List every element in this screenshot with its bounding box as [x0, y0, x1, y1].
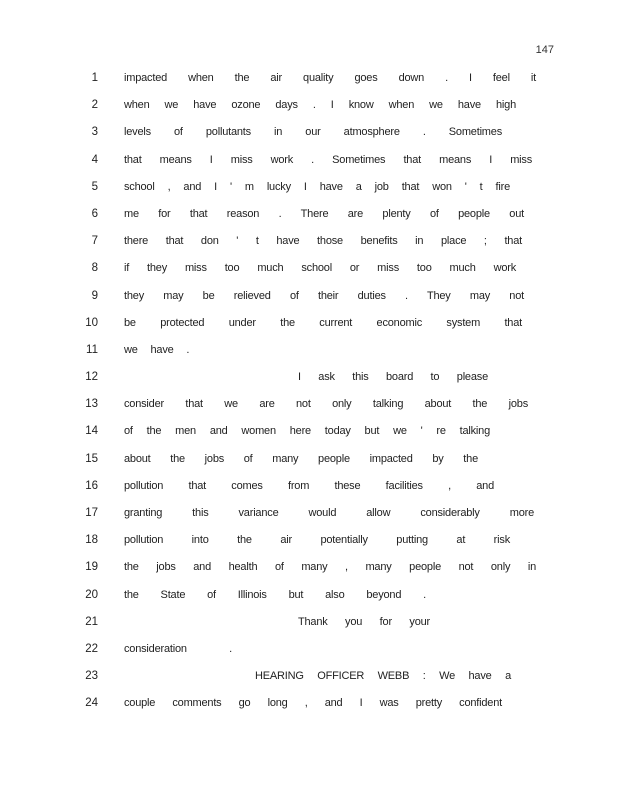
line-number: 18 [85, 534, 98, 547]
line-number: 19 [85, 561, 98, 574]
transcript-body [0, 70, 618, 723]
line-number: 6 [91, 207, 98, 220]
line-text: granting this variance would allow considerably more [124, 507, 534, 519]
line-text: the jobs and health of many , many people not only in [124, 561, 536, 574]
line-text: they may be relieved of their duties . They may not [124, 289, 524, 302]
line-number: 24 [85, 697, 98, 710]
transcript-line [0, 206, 618, 233]
line-number: 10 [85, 316, 98, 329]
line-number: 7 [91, 235, 98, 248]
line-text: Thank you for your [298, 615, 430, 628]
line-number: 21 [85, 615, 98, 628]
transcript-line [0, 668, 618, 695]
transcript-line [0, 396, 618, 423]
line-text: if they miss too much school or miss too much work [124, 262, 516, 275]
line-text: consideration . [124, 642, 232, 655]
transcript-line [0, 695, 618, 722]
transcript-line [0, 70, 618, 97]
transcript-line [0, 315, 618, 342]
transcript-line [0, 288, 618, 315]
transcript-line [0, 451, 618, 478]
transcript-line [0, 342, 618, 369]
line-number: 14 [85, 425, 98, 438]
line-text: school , and I ' m lucky I have a job that won ' t fire [124, 180, 510, 193]
line-text: when we have ozone days . I know when we have high [124, 99, 516, 112]
transcript-line [0, 559, 618, 586]
line-text: impacted when the air quality goes down . I feel it [124, 72, 536, 84]
line-text: that means I miss work . Sometimes that means I miss [124, 153, 532, 166]
line-text: be protected under the current economic system that [124, 316, 522, 329]
line-text: levels of pollutants in our atmosphere . Sometimes [124, 126, 502, 139]
line-number: 23 [85, 670, 98, 683]
line-number: 2 [91, 99, 98, 112]
page-number: 147 [535, 44, 554, 56]
transcript-line [0, 97, 618, 124]
line-text: there that don ' t have those benefits in place ; that [124, 235, 522, 248]
line-number: 11 [86, 343, 98, 356]
line-number: 8 [91, 262, 98, 275]
line-number: 12 [85, 371, 98, 384]
line-text: the State of Illinois but also beyond . [124, 588, 426, 601]
transcript-line [0, 614, 618, 641]
transcript-line [0, 124, 618, 151]
transcript-line [0, 505, 618, 532]
line-number: 15 [85, 452, 98, 465]
line-number: 1 [91, 72, 98, 84]
line-text: we have . [124, 343, 190, 356]
transcript-line [0, 641, 618, 668]
transcript-line [0, 369, 618, 396]
line-text: I ask this board to please [298, 371, 488, 384]
transcript-line [0, 423, 618, 450]
transcript-line [0, 478, 618, 505]
line-number: 3 [91, 126, 98, 139]
line-number: 13 [85, 398, 98, 411]
line-text: about the jobs of many people impacted by the [124, 452, 478, 465]
line-number: 16 [85, 479, 98, 492]
transcript-line [0, 179, 618, 206]
line-text: HEARING OFFICER WEBB : We have a [255, 670, 511, 683]
line-number: 9 [91, 289, 98, 302]
line-text: me for that reason . There are plenty of people out [124, 207, 524, 220]
transcript-line [0, 152, 618, 179]
transcript-line [0, 260, 618, 287]
line-text: couple comments go long , and I was pretty confident [124, 697, 502, 710]
line-number: 4 [91, 153, 98, 166]
line-number: 22 [85, 642, 98, 655]
line-text: pollution into the air potentially putting at risk [124, 534, 510, 547]
line-text: pollution that comes from these facilities , and [124, 479, 494, 492]
transcript-line [0, 233, 618, 260]
line-number: 17 [85, 507, 98, 519]
line-text: consider that we are not only talking about the jobs [124, 398, 528, 411]
transcript-line [0, 587, 618, 614]
line-number: 20 [85, 588, 98, 601]
line-number: 5 [91, 180, 98, 193]
line-text: of the men and women here today but we ' re talking [124, 425, 490, 438]
transcript-line [0, 532, 618, 559]
